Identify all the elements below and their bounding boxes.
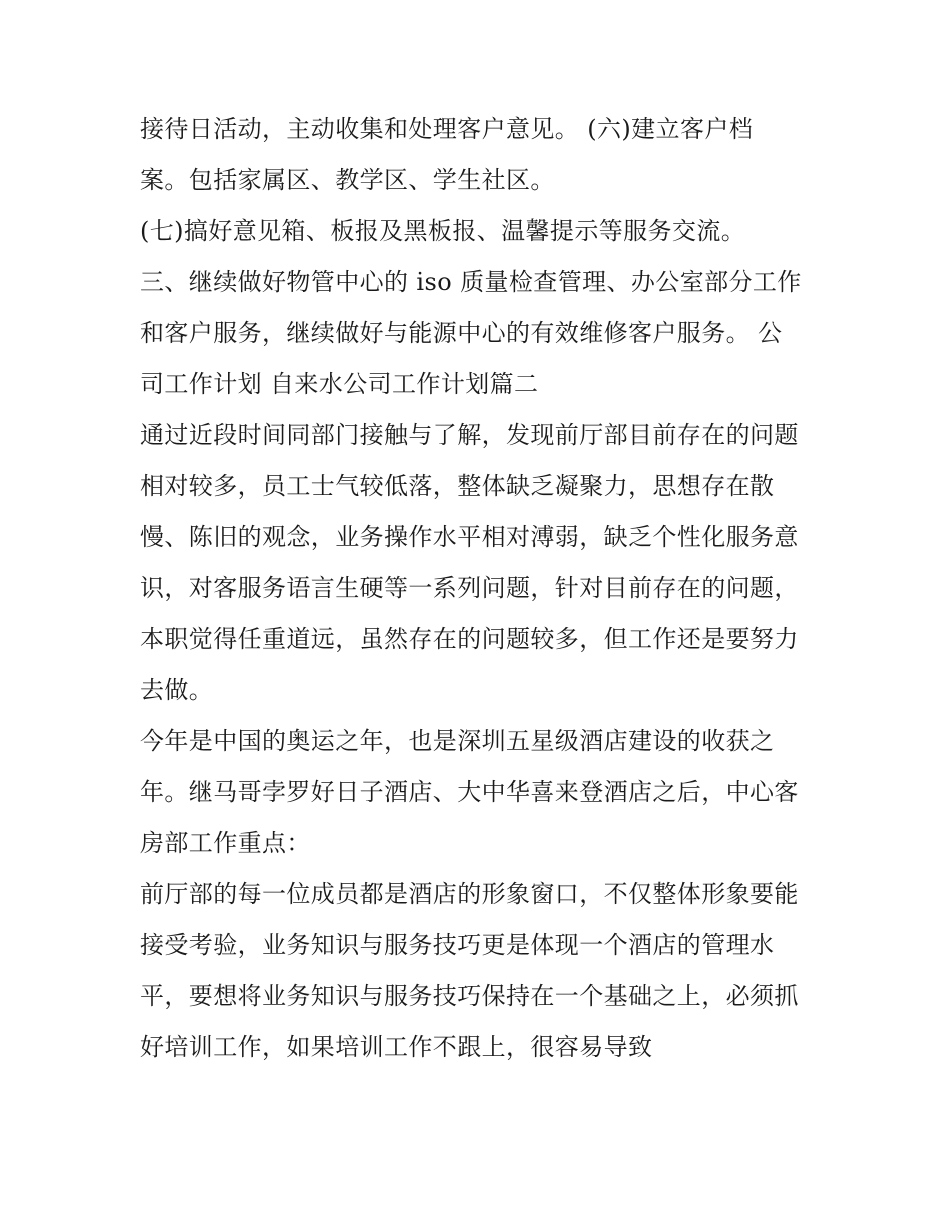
text-line: (七)搞好意见箱、板报及黑板报、温馨提示等服务交流。 (140, 217, 746, 245)
text-line: 相对较多，员工士气较低落，整体缺乏凝聚力，思想存在散 (140, 472, 775, 500)
text-line: 年。继马哥孛罗好日子酒店、大中华喜来登酒店之后，中心客 (140, 778, 799, 806)
text-line: 房部工作重点： (140, 829, 311, 857)
text-line: 去做。 (140, 676, 214, 704)
text-line: 案。包括家属区、教学区、学生社区。 (140, 166, 555, 194)
text-line: 接待日活动，主动收集和处理客户意见。 (六)建立客户档 (140, 115, 754, 143)
text-line: 慢、陈旧的观念，业务操作水平相对溥弱，缺乏个性化服务意 (140, 523, 799, 551)
text-line: 三、继续做好物管中心的 iso 质量检查管理、办公室部分工作 (140, 268, 802, 296)
text-line: 司工作计划 自来水公司工作计划篇二 (140, 370, 539, 398)
text-line: 通过近段时间同部门接触与了解，发现前厅部目前存在的问题 (140, 421, 799, 449)
text-line: 本职觉得任重道远，虽然存在的问题较多，但工作还是要努力 (140, 625, 799, 653)
text-line: 前厅部的每一位成员都是酒店的形象窗口，不仅整体形象要能 (140, 880, 799, 908)
text-line: 今年是中国的奥运之年，也是深圳五星级酒店建设的收获之 (140, 727, 775, 755)
text-line: 接受考验，业务知识与服务技巧更是体现一个酒店的管理水 (140, 931, 775, 959)
text-line: 识，对客服务语言生硬等一系列问题，针对目前存在的问题， (140, 574, 799, 602)
text-line: 和客户服务，继续做好与能源中心的有效维修客户服务。 公 (140, 319, 783, 347)
text-line: 好培训工作，如果培训工作不跟上，很容易导致 (140, 1033, 653, 1061)
text-line: 平，要想将业务知识与服务技巧保持在一个基础之上，必须抓 (140, 982, 799, 1010)
document-body (140, 104, 820, 1073)
